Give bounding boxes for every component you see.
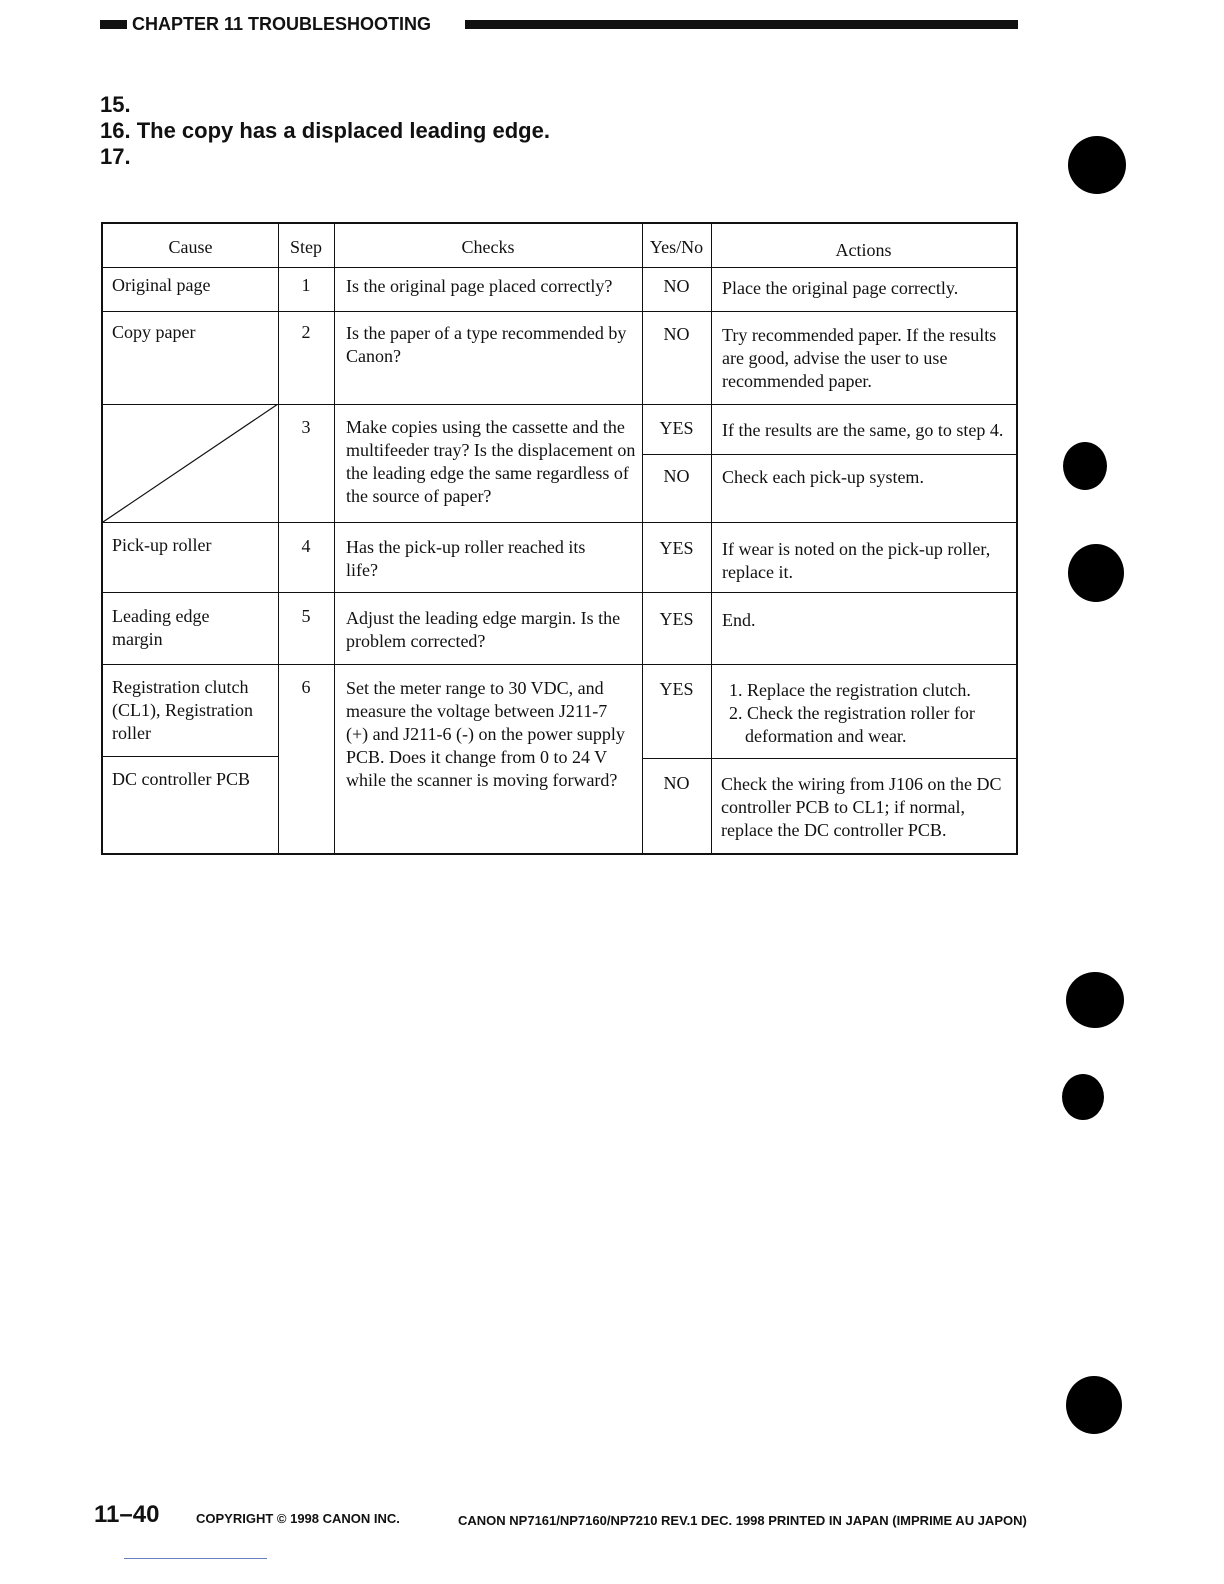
- row-divider: [103, 592, 1016, 593]
- binder-hole-mark: [1062, 1074, 1104, 1120]
- col-header-step: Step: [289, 237, 322, 257]
- heading-17: 17.: [100, 144, 131, 169]
- step-cell: 5: [301, 606, 311, 626]
- answer-cell-no: NO: [663, 466, 690, 486]
- heading-15: 15.: [100, 92, 131, 117]
- chapter-title: CHAPTER 11 TROUBLESHOOTING: [132, 14, 432, 34]
- footer-underline: [124, 1558, 267, 1559]
- row-divider: [103, 664, 1016, 665]
- step-cell: 6: [301, 677, 311, 697]
- row-divider: [642, 758, 1016, 759]
- action-cell: Try recommended paper. If the results are good, advise the user to use recommended paper.: [722, 325, 997, 391]
- action-cell: Check each pick-up system.: [722, 467, 924, 487]
- answer-cell: NO: [663, 276, 690, 296]
- action-cell: If wear is noted on the pick-up roller, replace it.: [722, 539, 991, 582]
- action-cell: Check the wiring from J106 on the DC controller PCB to CL1; if normal, replace the DC controller PCB.: [721, 774, 1002, 840]
- check-cell: Adjust the leading edge margin. Is the problem corrected?: [346, 608, 621, 651]
- header-block: [100, 20, 127, 29]
- step-cell: 3: [301, 417, 311, 437]
- answer-cell-no: NO: [663, 773, 690, 793]
- answer-cell: YES: [659, 609, 694, 629]
- answer-cell: NO: [663, 324, 690, 344]
- model-info: CANON NP7161/NP7160/NP7210 REV.1 DEC. 1998 PRINTED IN JAPAN (IMPRIME AU JAPON): [458, 1513, 1027, 1528]
- copyright-notice: COPYRIGHT © 1998 CANON INC.: [196, 1511, 400, 1526]
- row-divider: [103, 311, 1016, 312]
- action-cell: End.: [722, 610, 756, 630]
- cause-cell: Original page: [112, 275, 211, 295]
- cause-cell: Leading edge margin: [112, 606, 210, 649]
- chapter-header: [100, 13, 1018, 35]
- action-list-item: 2. Check the registration roller for deformation and wear.: [729, 703, 975, 746]
- check-cell: Is the paper of a type recommended by Canon?: [346, 323, 627, 366]
- check-cell: Is the original page placed correctly?: [346, 276, 613, 296]
- binder-hole-mark: [1068, 136, 1126, 194]
- cause-cell: DC controller PCB: [112, 769, 250, 789]
- col-header-actions: Actions: [835, 240, 892, 260]
- step-cell: 1: [301, 275, 311, 295]
- action-cell: Place the original page correctly.: [722, 278, 959, 298]
- troubleshooting-table: [101, 222, 1018, 855]
- cause-cell: Registration clutch (CL1), Registration roller: [112, 677, 253, 743]
- diagonal-line: [103, 404, 278, 522]
- check-cell: Set the meter range to 30 VDC, and measure the voltage between J211-7 (+) and J211-6 (-) on the power supply PCB. Does it change from 0 to 24 V while the scanner is moving forward?: [346, 678, 625, 790]
- page-number: 11–40: [94, 1501, 160, 1528]
- step-cell: 2: [301, 322, 311, 342]
- heading-16: 16. The copy has a displaced leading edge.: [100, 118, 550, 143]
- col-header-checks: Checks: [461, 237, 515, 257]
- row-divider: [103, 267, 1016, 268]
- col-header-yes-no: Yes/No: [649, 237, 704, 257]
- header-rule: [465, 20, 1018, 29]
- answer-cell: YES: [659, 538, 694, 558]
- binder-hole-mark: [1066, 1376, 1122, 1434]
- action-list-item: 1. Replace the registration clutch.: [729, 680, 971, 700]
- cause-cell: Copy paper: [112, 322, 196, 342]
- row-divider: [103, 756, 278, 757]
- col-header-cause: Cause: [168, 237, 213, 257]
- step-cell: 4: [301, 536, 311, 556]
- empty-cell-diagonal: [103, 404, 279, 523]
- check-cell: Has the pick-up roller reached its life?: [346, 537, 586, 580]
- answer-cell-yes: YES: [659, 418, 694, 438]
- check-cell: Make copies using the cassette and the multifeeder tray? Is the displacement on the leading edge the same regardless of the source of paper?: [346, 417, 636, 506]
- binder-hole-mark: [1066, 972, 1124, 1028]
- action-cell: If the results are the same, go to step 4.: [722, 420, 1004, 440]
- column-divider: [334, 224, 335, 853]
- binder-hole-mark: [1068, 544, 1124, 602]
- row-divider: [642, 454, 1016, 455]
- answer-cell-yes: YES: [659, 679, 694, 699]
- binder-hole-mark: [1063, 442, 1107, 490]
- cause-cell: Pick-up roller: [112, 535, 212, 555]
